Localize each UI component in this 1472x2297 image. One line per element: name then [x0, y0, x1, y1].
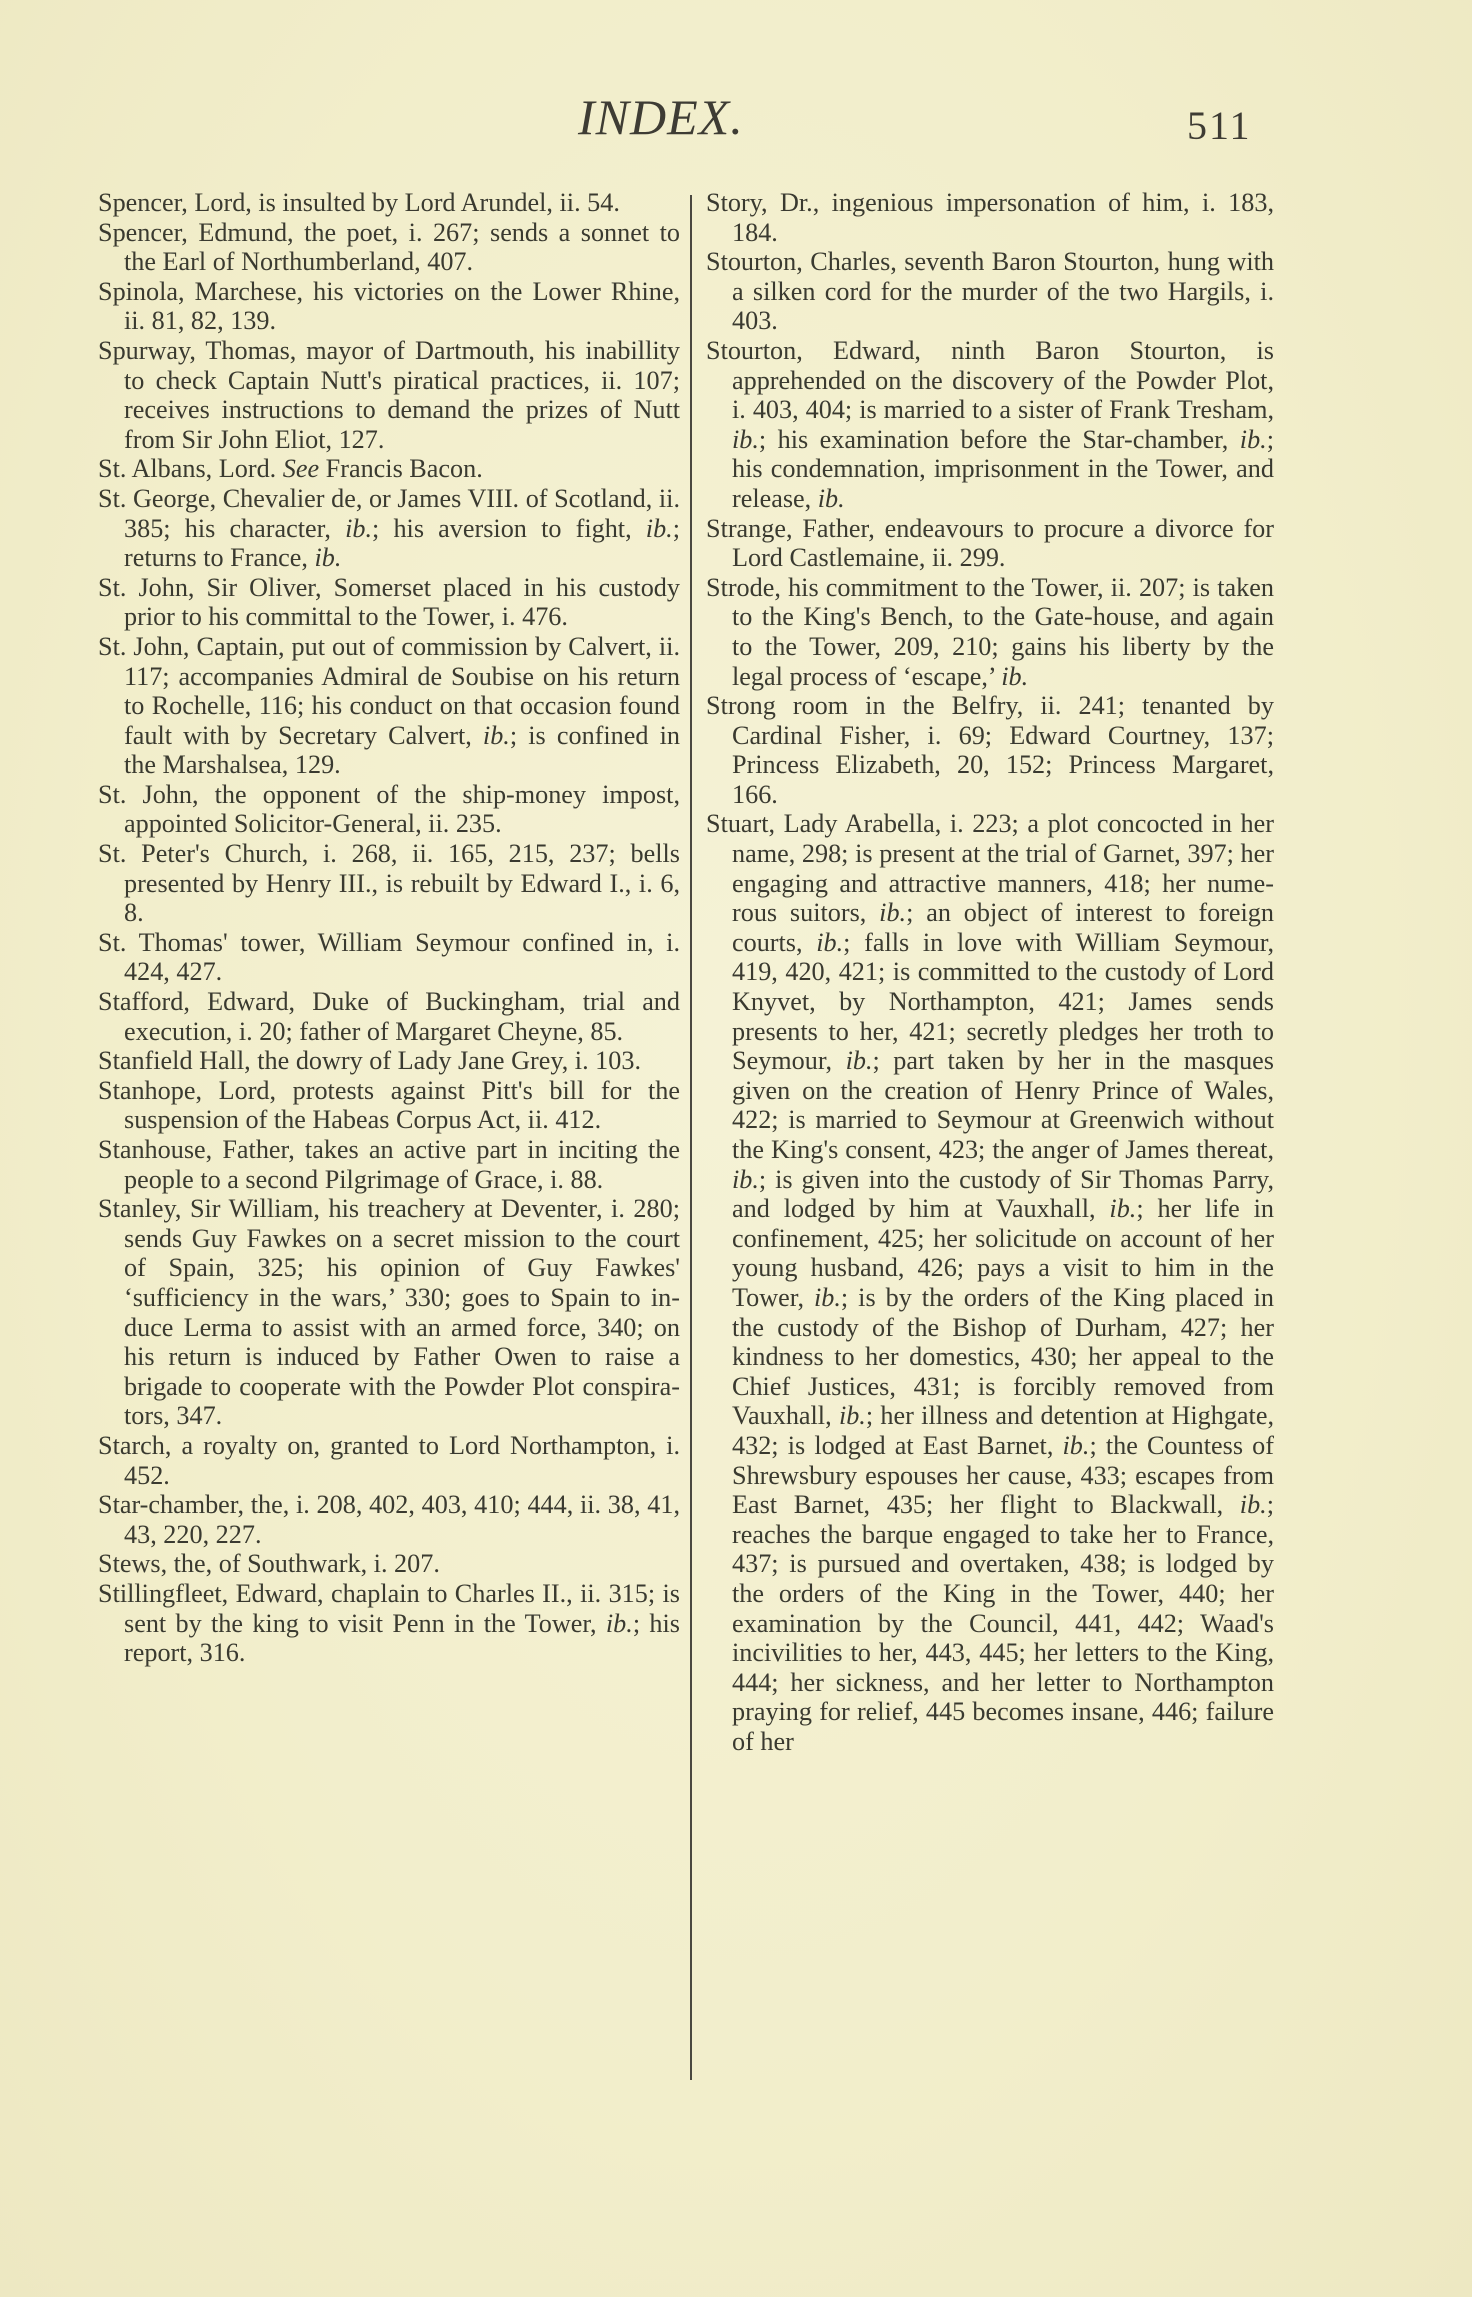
index-entry: Star-chamber, the, i. 208, 402, 403, 410; 444, ii. 38, 41, 43, 220, 227.	[98, 1490, 680, 1549]
ibid-abbrev: ib.	[482, 720, 510, 750]
index-entry: Spencer, Lord, is insulted by Lord Arundel, ii. 54.	[98, 188, 620, 217]
index-entry: Stanhope, Lord, protests against Pitt's bill for the suspension of the Habeas Corpus Act, ii. 412.	[98, 1075, 680, 1135]
ibid-abbrev: ib.	[879, 898, 907, 928]
ibid-abbrev: ib.	[1239, 424, 1267, 454]
index-entry: Starch, a royalty on, granted to Lord Northampton, i. 452.	[98, 1430, 680, 1490]
index-entry: Spinola, Marchese, his victories on the Lower Rhine, ii. 81, 82, 139.	[98, 276, 680, 336]
ibid-abbrev: ib.	[314, 543, 342, 573]
ibid-abbrev: ib.	[345, 513, 372, 543]
index-entry: Spurway, Thomas, mayor of Dartmouth, his inabillity to check Captain Nutt's piratical practices, ii. 107; receives instructions to demand the prizes of Nutt from Sir John Eliot, 127.	[98, 335, 680, 454]
index-entry: Stanhouse, Father, takes an active part in inciting the people to a second Pilgrimage of Grace, i. 88.	[98, 1135, 680, 1194]
index-entry: St. Peter's Church, i. 268, ii. 165, 215, 237; bells presented by Henry III., is rebuilt by Edward I., i. 6, 8.	[98, 839, 680, 928]
index-entry: St. John, Sir Oliver, Somerset placed in his custody prior to his committal to the Tower, i. 476.	[98, 572, 680, 632]
page-title: INDEX.	[578, 89, 744, 145]
ibid-abbrev: ib.	[845, 1046, 873, 1076]
index-entry: Stuart, Lady Arabella, i. 223; a plot concocted in her name, 298; is present at the trial of Garnet, 397; her engaging and attractive manners, 418; her numerous suitors, ib.; an object of interest to foreign courts, ib.; falls in love with William Seymour, 419, 420, 421; is committed to the custody of Lord Knyvet, by Northampton, 421; James sends presents to her, 421; secretly pledges her troth to Seymour, ib.; part taken by her in the masques given on the creation of Henry Prince of Wales, 422; is married to Seymour at Greenwich without the King's consent, 423; the anger of James thereat, ib.; is given into the custody of Sir Thomas Parry, and lodged by him at Vauxhall, ib.; her life in confinement, 425; her solicitude on account of her young husband, 426; pays a visit to him in the Tower, ib.; is by the orders of the King placed in the custody of the Bishop of Durham, 427; her kindness to her domestics, 430; her appeal to the Chief Justices, 431; is forcibly removed from Vauxhall, ib.; her illness and detention at Highgate, 432; is lodged at East Barnet, ib.; the Countess of Shrewsbury espouses her cause, 433; escapes from East Barnet, 435; her flight to Blackwall, ib.; reaches the barque engaged to take her to France, 437; is pursued and overtaken, 438; is lodged by the orders of the King in the Tower, 440; her examination by the Council, 441, 442; Waad's incivilities to her, 443, 445; her letters to the King, 444; her sickness, and her letter to Northampton praying for relief, 445 becomes insane, 446; failure of her	[706, 809, 1274, 1756]
index-entry: Strong room in the Belfry, ii. 241; tenanted by Cardinal Fisher, i. 69; Edward Courtney, 137; Princess Elizabeth, 20, 152; Princess Margaret, 166.	[706, 691, 1274, 809]
ibid-abbrev: ib.	[814, 1282, 841, 1312]
ibid-abbrev: ib.	[732, 1164, 759, 1194]
ibid-abbrev: ib.	[1062, 1430, 1090, 1460]
ibid-abbrev: ib.	[816, 927, 844, 957]
index-entry: St. Albans, Lord. See Francis Bacon.	[98, 454, 483, 484]
index-entry: Stanfield Hall, the dowry of Lady Jane Grey, i. 103.	[98, 1046, 642, 1076]
index-entry: Stillingfleet, Edward, chaplain to Charles II., ii. 315; is sent by the king to visit Penn in the Tower, ib.; his report, 316.	[98, 1578, 680, 1668]
ibid-abbrev: ib.	[1239, 1490, 1267, 1520]
index-entry: St. George, Chevalier de, or James VIII. of Scotland, ii. 385; his character, ib.; his aversion to fight, ib.; returns to France, ib.	[98, 483, 680, 573]
index-entry: Spencer, Edmund, the poet, i. 267; sends a sonnet to the Earl of Northumberland, 407.	[98, 217, 680, 277]
ibid-abbrev: ib.	[1109, 1194, 1137, 1224]
index-entry: Stanley, Sir William, his treachery at Deventer, i. 280; sends Guy Fawkes on a secret mission to the court of Spain, 325; his opinion of Guy Fawkes' ‘sufficiency in the wars,’ 330; goes to Spain to induce Lerma to assist with an armed force, 340; on his return is induced by Father Owen to raise a brigade to cooperate with the Powder Plot conspirators, 347.	[98, 1194, 680, 1431]
index-entry: Stourton, Charles, seventh Baron Stourton, hung with a silken cord for the murder of the two Hargils, i. 403.	[706, 247, 1274, 336]
index-column-left	[98, 188, 680, 1668]
index-entry: St. Thomas' tower, William Seymour confined in, i. 424, 427.	[98, 927, 680, 987]
ibid-abbrev: ib.	[1001, 661, 1029, 691]
index-entry: Stafford, Edward, Duke of Buckingham, trial and execution, i. 20; father of Margaret Cheyne, 85.	[98, 987, 680, 1046]
ibid-abbrev: ib.	[645, 513, 673, 543]
index-entry: Stourton, Edward, ninth Baron Stourton, is apprehended on the discovery of the Powder Plot, i. 403, 404; is married to a sister of Frank Tresham, ib.; his examination before the Star-chamber, ib.; his condemnation, imprisonment in the Tower, and release, ib.	[706, 335, 1274, 513]
index-entry: St. John, Captain, put out of commission by Calvert, ii. 117; accompanies Admiral de Soubise on his return to Rochelle, 116; his conduct on that occasion found fault with by Secretary Calvert, ib.; is confined in the Marshalsea, 129.	[98, 631, 680, 780]
ibid-abbrev: ib.	[817, 483, 845, 513]
ibid-abbrev: ib.	[605, 1608, 633, 1638]
running-head	[0, 88, 1472, 148]
index-entry: Stews, the, of Southwark, i. 207.	[98, 1549, 440, 1579]
index-entry: Strange, Father, endeavours to procure a divorce for Lord Castlemaine, ii. 299.	[706, 513, 1274, 573]
index-entry: St. John, the opponent of the ship-money impost, appointed Solicitor-General, ii. 235.	[98, 779, 680, 839]
column-divider	[690, 195, 692, 2080]
ibid-abbrev: ib.	[838, 1401, 866, 1431]
index-column-right	[706, 188, 1274, 1756]
index-entry: Story, Dr., ingenious impersonation of him, i. 183, 184.	[706, 188, 1274, 247]
see-reference: See	[282, 454, 320, 484]
page-number: 511	[1187, 103, 1252, 148]
index-entry: Strode, his commitment to the Tower, ii. 207; is taken to the King's Bench, to the Gate-house, and again to the Tower, 209, 210; gains his liberty by the legal process of ‘escape,’ ib.	[706, 572, 1274, 691]
ibid-abbrev: ib.	[732, 424, 759, 454]
